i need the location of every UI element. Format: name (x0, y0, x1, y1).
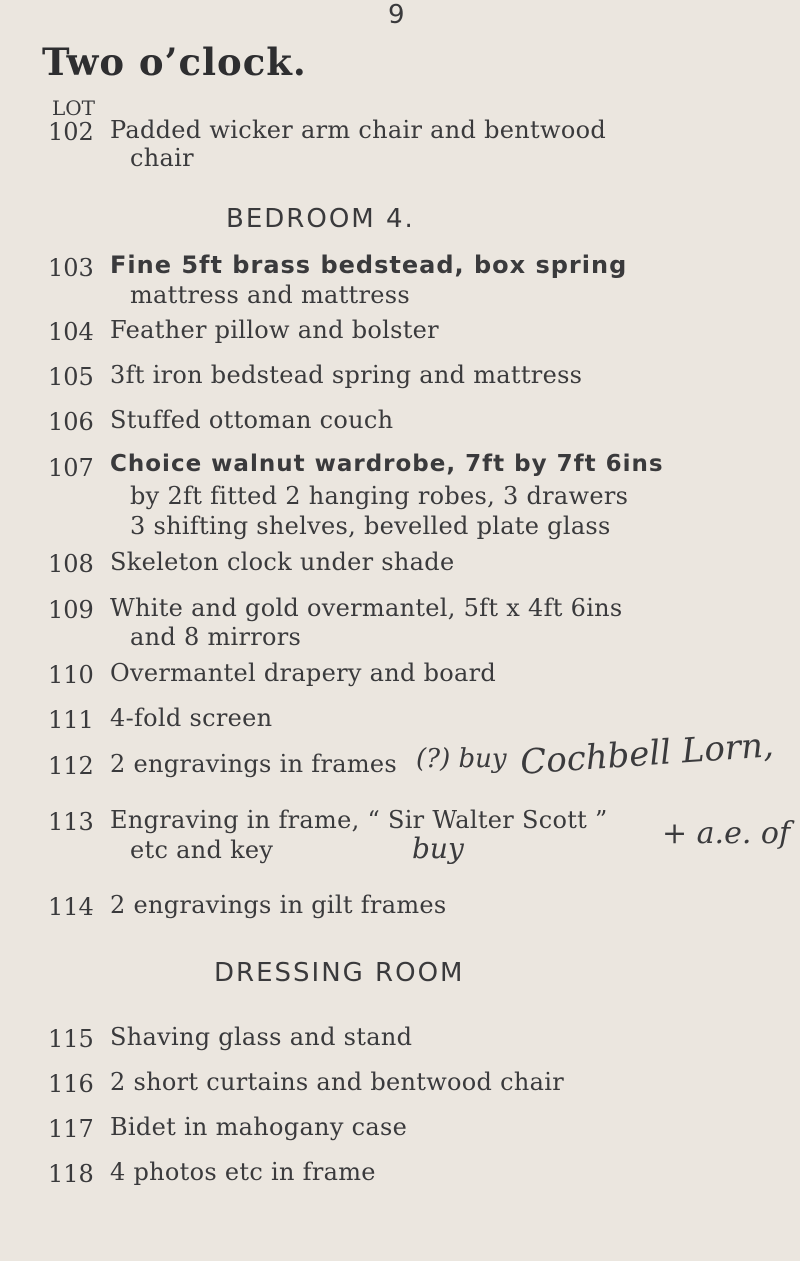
lot-description: 3ft iron bedstead spring and mattress (110, 361, 583, 389)
lot-number: 108 (48, 550, 94, 578)
lot-description: Choice walnut wardrobe, 7ft by 7ft 6ins (110, 451, 664, 477)
lot-number: 107 (48, 454, 94, 482)
section-heading-dressing-room: DRESSING ROOM (214, 958, 465, 988)
lot-number: 114 (48, 893, 94, 921)
lot-number: 103 (48, 254, 94, 282)
lot-description: Skeleton clock under shade (110, 548, 455, 576)
lot-number: 117 (48, 1115, 94, 1143)
lot-description: 2 short curtains and bentwood chair (110, 1068, 564, 1096)
page-number: 9 (388, 0, 405, 30)
lot-description: White and gold overmantel, 5ft x 4ft 6ins (110, 594, 623, 622)
lot-number: 118 (48, 1160, 94, 1188)
lot-description: Fine 5ft brass bedstead, box spring (110, 251, 628, 279)
lot-description: 4-fold screen (110, 704, 273, 732)
lot-description-cont: mattress and mattress (130, 281, 411, 309)
handwritten-note: + a.e. of (662, 816, 791, 851)
handwritten-note: Cochbell Lorn, (518, 725, 775, 783)
lot-description: Stuffed ottoman couch (110, 406, 394, 434)
lot-number: 102 (48, 118, 94, 146)
section-heading-bedroom: BEDROOM 4. (226, 204, 415, 234)
lot-number: 116 (48, 1070, 94, 1098)
lot-description: 4 photos etc in frame (110, 1158, 376, 1186)
lot-number: 115 (48, 1025, 94, 1053)
lot-description: Overmantel drapery and board (110, 659, 497, 687)
lot-number: 113 (48, 808, 94, 836)
lot-description-cont: and 8 mirrors (130, 623, 302, 651)
lot-description-cont: chair (130, 144, 194, 172)
lot-number: 109 (48, 596, 94, 624)
lot-number: 110 (48, 661, 94, 689)
lot-description: Feather pillow and bolster (110, 316, 439, 344)
lot-description-cont: etc and key (130, 836, 274, 864)
lot-description: Bidet in mahogany case (110, 1113, 408, 1141)
lot-description: Shaving glass and stand (110, 1023, 413, 1051)
lot-number: 106 (48, 408, 94, 436)
lot-column-label: LOT (52, 96, 96, 120)
lot-number: 112 (48, 752, 94, 780)
handwritten-note: buy (412, 832, 464, 865)
lot-number: 104 (48, 318, 94, 346)
lot-description: 2 engravings in gilt frames (110, 891, 447, 919)
lot-description-cont: 3 shifting shelves, bevelled plate glass (130, 512, 611, 540)
page-heading: Two o’clock. (42, 40, 307, 84)
lot-description-cont: by 2ft fitted 2 hanging robes, 3 drawers (130, 482, 629, 510)
lot-number: 105 (48, 363, 94, 391)
lot-description: 2 engravings in frames (110, 750, 398, 778)
handwritten-note: (?) buy (416, 744, 507, 774)
lot-number: 111 (48, 706, 94, 734)
lot-description: Padded wicker arm chair and bentwood (110, 116, 606, 144)
lot-description: Engraving in frame, “ Sir Walter Scott ” (110, 806, 608, 834)
